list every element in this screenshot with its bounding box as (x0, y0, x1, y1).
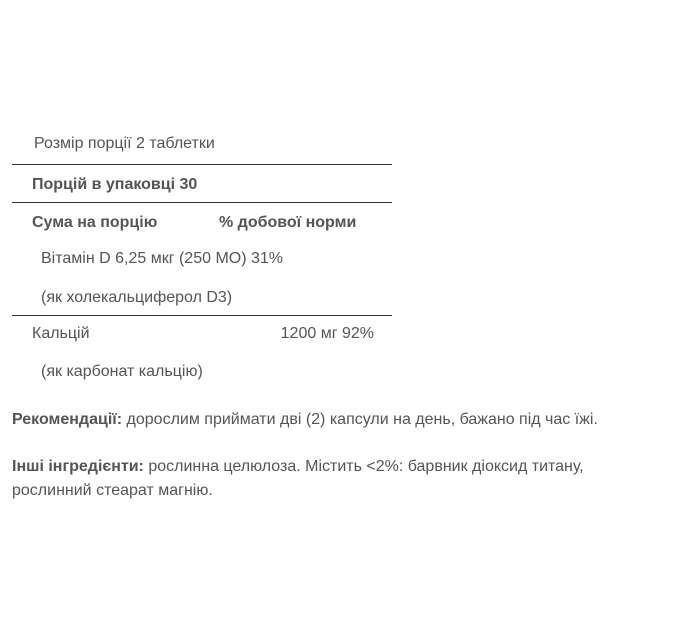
other-ingredients-label: Інші інгредієнти: (12, 458, 144, 475)
recommendations-text: дорослим приймати дві (2) капсули на день, бажано під час їжі. (122, 411, 598, 428)
serving-size-text: Розмір порції 2 таблетки (34, 135, 215, 152)
servings-per-container-text: Порцій в упаковці 30 (32, 176, 198, 193)
recommendations-paragraph (12, 408, 598, 432)
other-ingredients-paragraph (12, 455, 672, 503)
vitamin-d-note: (як холекальциферол D3) (41, 289, 233, 306)
recommendations-label: Рекомендації: (12, 411, 123, 428)
calcium-row (12, 316, 392, 353)
calcium-note: (як карбонат кальцію) (41, 363, 203, 380)
vitamin-d-text: Вітамін D 6,25 мкг (250 МО) 31% (41, 250, 284, 267)
other-ingredients-text-line1: рослинна целюлоза. Містить <2%: барвник діоксид титану, (143, 458, 584, 475)
serving-size-row (12, 125, 392, 165)
daily-value-header: % добової норми (219, 214, 357, 231)
servings-per-container-row (12, 165, 392, 203)
table-header-row (12, 203, 392, 241)
supplement-facts-table (12, 125, 392, 393)
vitamin-d-note-row (12, 279, 392, 316)
other-ingredients-text-line2: рослинний стеарат магнію. (12, 482, 213, 499)
amount-per-serving-header: Сума на порцію (32, 214, 158, 231)
calcium-note-row (12, 353, 392, 393)
calcium-name: Кальцій (32, 325, 90, 342)
vitamin-d-row (12, 241, 392, 279)
calcium-amount: 1200 мг 92% (280, 325, 374, 342)
